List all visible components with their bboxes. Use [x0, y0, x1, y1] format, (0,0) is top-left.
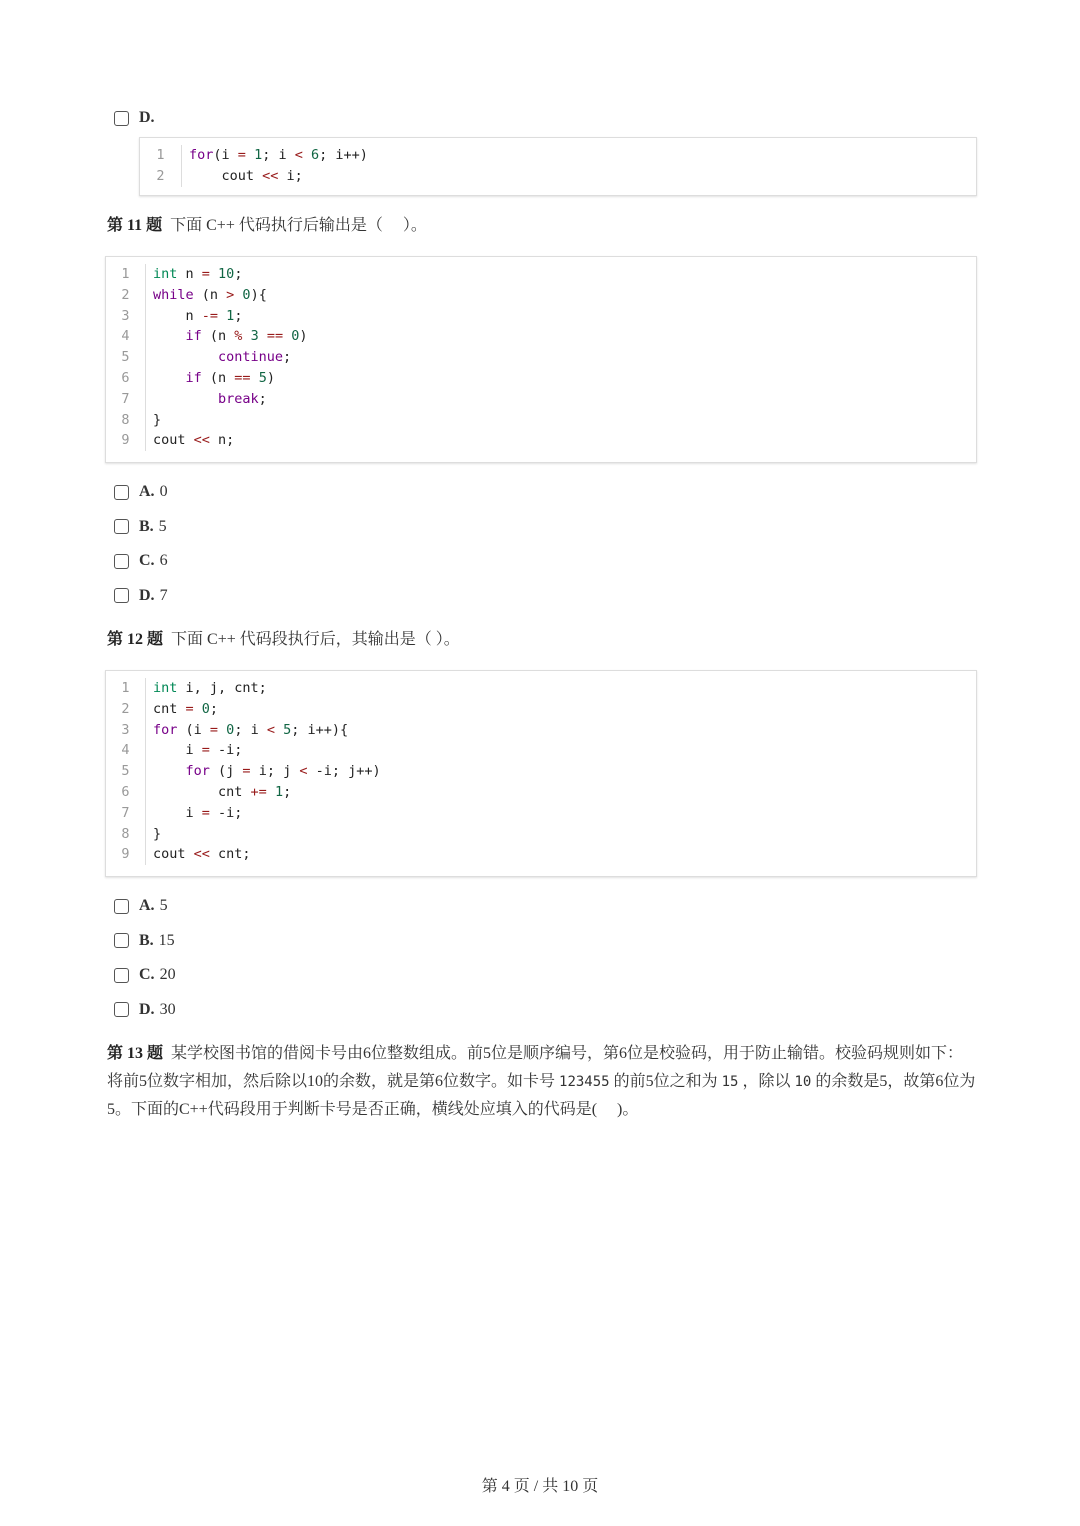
code-token: = — [229, 147, 255, 163]
code-token: ; — [283, 783, 292, 800]
code-text — [153, 678, 267, 699]
code-line — [106, 285, 976, 306]
question-label: 第 11 题 — [107, 217, 163, 234]
option-text: 0 — [159, 483, 168, 500]
code-token: ( — [213, 147, 222, 163]
question-12 — [107, 626, 460, 654]
code-token: i; — [278, 167, 303, 184]
line-number: 4 — [106, 326, 146, 347]
code-token: cout — [153, 432, 194, 449]
checkbox[interactable] — [114, 519, 129, 534]
code-line — [106, 264, 976, 285]
option-letter: B. — [139, 517, 154, 535]
line-number: 2 — [106, 699, 146, 720]
line-number: 7 — [106, 803, 146, 824]
code-token: if — [153, 328, 202, 345]
code-line — [106, 824, 976, 845]
code-token: -i; — [209, 742, 243, 759]
line-number: 6 — [106, 782, 146, 803]
option-letter: D. — [139, 109, 155, 126]
code-text — [153, 782, 291, 803]
line-number: 8 — [106, 410, 146, 431]
option-a[interactable] — [114, 894, 168, 918]
code-line — [106, 720, 976, 741]
code-token: == — [234, 369, 251, 386]
code-block — [105, 256, 977, 463]
code-token: n — [153, 307, 202, 324]
option-d[interactable] — [114, 998, 176, 1022]
line-number: 9 — [106, 844, 146, 865]
option-letter: A. — [139, 483, 155, 500]
code-token: < — [299, 763, 308, 780]
option-a[interactable] — [114, 480, 168, 504]
option-letter: D. — [139, 1000, 155, 1018]
code-token: = — [209, 721, 219, 738]
code-text — [153, 803, 242, 824]
code-text — [153, 720, 348, 741]
question-text: 下面 C++ 代码执行后输出是（ ）。 — [170, 217, 427, 234]
code-line — [106, 782, 976, 803]
option-text: 5 — [159, 897, 168, 914]
option-text: 15 — [158, 931, 175, 949]
code-token: i, j, cnt; — [177, 680, 267, 696]
code-token: ; i — [262, 147, 295, 163]
line-number: 1 — [106, 264, 146, 285]
code-token: 5 — [274, 721, 292, 738]
code-token: 6 — [302, 147, 320, 163]
code-token: continue — [153, 349, 284, 366]
line-number: 7 — [106, 389, 146, 410]
code-token: int — [153, 266, 178, 282]
line-number: 4 — [106, 740, 146, 761]
checkbox[interactable] — [114, 485, 129, 500]
option-letter: B. — [139, 931, 154, 949]
checkbox[interactable] — [114, 588, 129, 603]
code-token: (n — [201, 369, 235, 386]
code-text — [153, 699, 218, 720]
card-number: 123455 — [559, 1074, 610, 1090]
code-text — [153, 264, 242, 285]
code-line — [106, 347, 976, 368]
line-number: 5 — [106, 347, 146, 368]
code-block — [105, 670, 977, 877]
code-token: for — [153, 763, 210, 780]
option-letter: C. — [139, 966, 155, 983]
code-text — [153, 347, 291, 368]
checkbox[interactable] — [114, 111, 129, 126]
code-token: 3 — [242, 328, 259, 345]
code-token: (j — [209, 763, 243, 780]
option-c[interactable] — [114, 549, 168, 573]
code-token: cnt — [153, 700, 186, 717]
code-text — [153, 285, 267, 306]
code-token: for — [189, 147, 214, 163]
code-text — [153, 326, 308, 347]
code-token: (i — [177, 721, 210, 738]
code-token: 0 — [193, 700, 210, 717]
code-line — [106, 389, 976, 410]
code-token: 0 — [218, 721, 235, 738]
code-text — [153, 368, 275, 389]
code-token: i — [221, 147, 230, 163]
code-token: == — [258, 328, 284, 345]
code-line — [106, 740, 976, 761]
line-number: 1 — [140, 145, 182, 166]
page-footer: 第 4 页 / 共 10 页 — [481, 1478, 599, 1495]
question-label: 第 13 题 — [107, 1045, 164, 1062]
code-token: 0 — [234, 286, 251, 303]
code-line — [106, 678, 976, 699]
code-token: i; j — [250, 763, 300, 780]
code-text — [189, 166, 303, 187]
code-text — [153, 306, 242, 327]
code-token: < — [294, 147, 303, 163]
option-text: 7 — [159, 586, 168, 604]
code-text — [153, 410, 161, 431]
question-11 — [107, 212, 427, 240]
code-text — [153, 430, 234, 451]
code-line — [106, 430, 976, 451]
line-number: 2 — [106, 285, 146, 306]
code-text — [153, 389, 267, 410]
code-token: = — [185, 700, 194, 717]
question-text: 的前5位之和为 — [609, 1073, 722, 1090]
code-token: 1 — [266, 783, 284, 800]
code-text — [153, 761, 381, 782]
question-label: 第 12 题 — [107, 631, 164, 648]
code-token: ; — [258, 390, 267, 407]
code-text — [189, 145, 368, 166]
code-token: break — [153, 390, 259, 407]
code-token: ; — [209, 700, 219, 717]
code-token: += — [250, 783, 267, 800]
line-number: 8 — [106, 824, 146, 845]
code-token: ; — [283, 349, 292, 366]
code-token: cnt; — [209, 846, 251, 863]
line-number: 9 — [106, 430, 146, 451]
code-token: i — [153, 804, 202, 821]
code-token: } — [153, 825, 162, 842]
line-number: 3 — [106, 306, 146, 327]
code-token: if — [153, 369, 202, 386]
code-token: ; — [234, 307, 243, 324]
code-line — [140, 145, 976, 166]
code-token: 1 — [218, 307, 235, 324]
code-token: << — [193, 432, 210, 449]
code-token: i — [153, 742, 202, 759]
code-token: 1 — [254, 147, 263, 163]
code-line — [106, 844, 976, 865]
option-b[interactable] — [114, 515, 167, 539]
code-text — [153, 740, 242, 761]
code-token: = — [201, 266, 210, 282]
code-line — [106, 699, 976, 720]
code-token: < — [266, 721, 275, 738]
question-text: 的余数是5，故第6位为5。下面的C++代码段用于判断卡号是否正确，横线处应填入的代码是( )。 — [107, 1073, 976, 1118]
code-token: ) — [299, 328, 308, 345]
code-token: n — [177, 266, 202, 282]
checkbox[interactable] — [114, 968, 129, 983]
checkbox[interactable] — [114, 899, 129, 914]
code-line — [106, 761, 976, 782]
code-text — [153, 844, 251, 865]
code-token: 5 — [250, 369, 267, 386]
checkbox[interactable] — [114, 1002, 129, 1017]
code-token: (n — [193, 286, 227, 303]
code-token: = — [242, 763, 251, 780]
code-token: % — [234, 328, 243, 345]
code-token: = — [201, 804, 210, 821]
line-number: 5 — [106, 761, 146, 782]
line-number: 3 — [106, 720, 146, 741]
question-text: ，除以 — [738, 1073, 795, 1090]
code-token: -i; — [209, 804, 243, 821]
line-number: 6 — [106, 368, 146, 389]
code-token: n; — [209, 432, 235, 449]
code-token: 0 — [283, 328, 300, 345]
code-token: ; i — [234, 721, 267, 738]
code-token: ) — [266, 369, 275, 386]
code-line — [140, 166, 976, 187]
option-letter: C. — [139, 552, 155, 569]
option-c[interactable] — [114, 963, 176, 987]
code-token: = — [201, 742, 210, 759]
option-letter: A. — [139, 897, 155, 914]
code-line — [106, 306, 976, 327]
line-number: 2 — [140, 166, 182, 187]
code-token: while — [153, 286, 194, 303]
option-letter: D. — [139, 586, 155, 604]
sum-value: 15 — [721, 1074, 739, 1090]
code-token: cnt — [153, 783, 251, 800]
code-token: ; — [234, 266, 243, 282]
code-token: > — [226, 286, 235, 303]
code-token: cout — [153, 846, 194, 863]
code-token: for — [153, 721, 178, 738]
code-token: int — [153, 680, 178, 696]
question-text: 某学校图书馆的借阅卡号由6位整数组成。前5位是顺序编号，第6位是校验码，用于防止输错。校验码规则如下：将前5位数字相加，然后除以10的余数，就是第6位数字。如卡号 — [107, 1045, 964, 1090]
code-token: ; i++){ — [291, 721, 349, 738]
code-token: } — [153, 411, 162, 428]
code-token: ){ — [250, 286, 267, 303]
option-text: 6 — [159, 552, 168, 569]
question-text: 下面 C++ 代码段执行后，其输出是（ ）。 — [171, 631, 460, 648]
q10-option-d[interactable] — [114, 106, 160, 130]
question-13 — [107, 1040, 977, 1124]
code-line — [106, 368, 976, 389]
code-token: ; i++) — [319, 147, 368, 163]
code-line — [106, 410, 976, 431]
code-line — [106, 326, 976, 347]
code-token: << — [193, 846, 210, 863]
option-text: 5 — [158, 517, 167, 535]
code-token: << — [262, 167, 279, 184]
code-token: -i; j++) — [307, 763, 381, 780]
option-text: 30 — [159, 1000, 176, 1018]
code-line — [106, 803, 976, 824]
line-number: 1 — [106, 678, 146, 699]
code-token: cout — [189, 167, 263, 184]
code-block — [139, 137, 977, 196]
code-text — [153, 824, 161, 845]
checkbox[interactable] — [114, 554, 129, 569]
option-b[interactable] — [114, 929, 175, 953]
code-token: (n — [201, 328, 235, 345]
option-text: 20 — [159, 966, 176, 983]
code-token: -= — [201, 307, 219, 324]
divisor-value: 10 — [794, 1074, 812, 1090]
checkbox[interactable] — [114, 933, 129, 948]
code-token: 10 — [209, 266, 235, 282]
option-d[interactable] — [114, 584, 168, 608]
